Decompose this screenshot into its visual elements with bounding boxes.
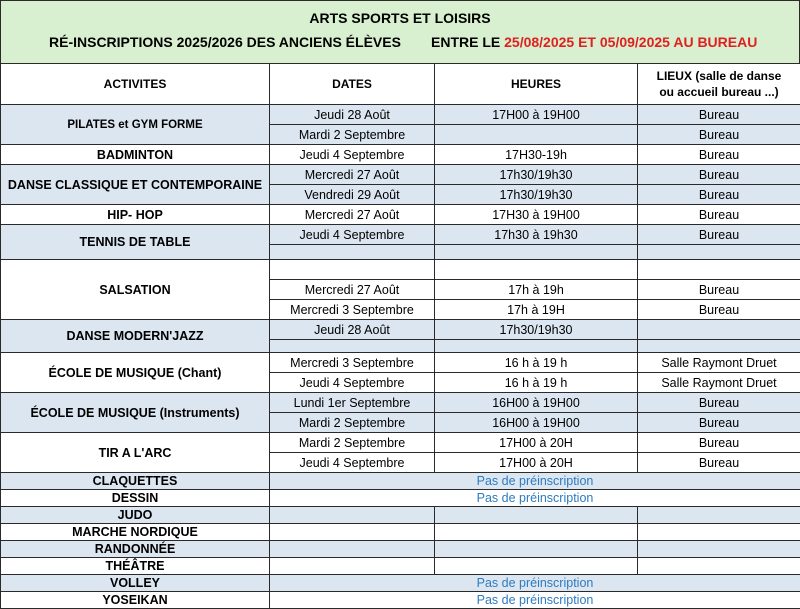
place-cell: Bureau [638,453,800,473]
activity-theatre: THÉÂTRE [1,558,270,575]
date-cell: Mardi 2 Septembre [270,433,435,453]
place-cell [638,541,800,558]
date-cell: Vendredi 29 Août [270,185,435,205]
place-cell [638,260,800,280]
no-registration-note: Pas de préinscription [270,575,800,592]
place-cell: Bureau [638,280,800,300]
hours-cell: 17h à 19h [435,280,638,300]
date-cell: Mercredi 27 Août [270,280,435,300]
table-row [1,575,800,592]
activity-tennis: TENNIS DE TABLE [1,225,270,260]
date-cell [270,245,435,260]
date-cell [270,541,435,558]
hours-cell: 17h30/19h30 [435,165,638,185]
activity-musique-instruments: ÉCOLE DE MUSIQUE (Instruments) [1,393,270,433]
date-cell: Mardi 2 Septembre [270,125,435,145]
hours-cell: 16 h à 19 h [435,353,638,373]
place-cell: Salle Raymont Druet [638,373,800,393]
table-row [1,205,800,225]
col-header-heures: HEURES [435,64,638,105]
activity-danse-classique: DANSE CLASSIQUE ET CONTEMPORAINE [1,165,270,205]
hours-cell [435,340,638,353]
place-cell: Bureau [638,125,800,145]
hours-cell: 17H30 à 19H00 [435,205,638,225]
date-cell [270,558,435,575]
date-joiner: ET [578,34,596,50]
activity-marche-nordique: MARCHE NORDIQUE [1,524,270,541]
hours-cell: 16 h à 19 h [435,373,638,393]
col-header-lieux [638,64,800,105]
date-cell: Jeudi 4 Septembre [270,145,435,165]
table-row [1,393,800,413]
table-row [1,105,800,125]
date-start: 25/08/2025 [504,34,574,50]
place-cell: Bureau [638,300,800,320]
hours-cell [435,245,638,260]
date-cell: Mercredi 3 Septembre [270,353,435,373]
hours-cell: 17h30 à 19h30 [435,225,638,245]
table-row [1,507,800,524]
place-cell: Bureau [638,413,800,433]
table-row [1,524,800,541]
date-cell: Mercredi 27 Août [270,165,435,185]
hours-cell [435,541,638,558]
date-end: 05/09/2025 [600,34,670,50]
activity-randonnee: RANDONNÉE [1,541,270,558]
table-row [1,592,800,609]
hours-cell [435,507,638,524]
date-cell: Jeudi 28 Août [270,320,435,340]
hours-cell [435,524,638,541]
range-suffix: AU BUREAU [673,34,757,50]
hours-cell: 17h30/19h30 [435,185,638,205]
subtitle: RÉ-INSCRIPTIONS 2025/2026 DES ANCIENS ÉLÈVES [49,34,401,50]
date-cell: Mercredi 3 Septembre [270,300,435,320]
table-row [1,165,800,185]
table-row [1,490,800,507]
no-registration-note: Pas de préinscription [270,473,800,490]
place-cell [638,320,800,340]
hours-cell: 16H00 à 19H00 [435,413,638,433]
hours-cell: 17H00 à 19H00 [435,105,638,125]
place-cell: Bureau [638,225,800,245]
table-header-row [1,64,800,105]
date-cell: Jeudi 4 Septembre [270,373,435,393]
place-cell: Bureau [638,433,800,453]
hours-cell: 17h30/19h30 [435,320,638,340]
place-cell: Bureau [638,393,800,413]
date-cell: Jeudi 4 Septembre [270,225,435,245]
table-row [1,473,800,490]
place-cell [638,524,800,541]
activity-pilates: PILATES et GYM FORME [1,105,270,145]
date-cell: Jeudi 4 Septembre [270,453,435,473]
activity-badminton: BADMINTON [1,145,270,165]
table-row [1,541,800,558]
date-cell: Jeudi 28 Août [270,105,435,125]
activity-hip-hop: HIP- HOP [1,205,270,225]
activity-modern-jazz: DANSE MODERN'JAZZ [1,320,270,353]
schedule-table [0,63,800,609]
place-cell [638,558,800,575]
place-cell: Bureau [638,145,800,165]
place-cell: Bureau [638,165,800,185]
place-cell: Bureau [638,105,800,125]
activity-judo: JUDO [1,507,270,524]
date-cell: Mercredi 27 Août [270,205,435,225]
hours-cell: 17H00 à 20H [435,453,638,473]
place-cell [638,507,800,524]
table-row [1,320,800,340]
activity-claquettes: CLAQUETTES [1,473,270,490]
place-cell: Bureau [638,185,800,205]
activity-tir-arc: TIR A L'ARC [1,433,270,473]
lieux-line-1: LIEUX (salle de danse [657,69,782,83]
hours-cell: 17H30-19h [435,145,638,165]
range-prefix: ENTRE LE [431,34,500,50]
date-cell [270,340,435,353]
date-cell [270,507,435,524]
place-cell: Bureau [638,205,800,225]
hours-cell: 17H00 à 20H [435,433,638,453]
lieux-line-2: ou accueil bureau ...) [659,85,778,99]
hours-cell [435,260,638,280]
table-row [1,260,800,280]
no-registration-note: Pas de préinscription [270,592,800,609]
title-banner [0,0,800,64]
place-cell [638,245,800,260]
table-row [1,145,800,165]
place-cell: Salle Raymont Druet [638,353,800,373]
place-cell [638,340,800,353]
activity-volley: VOLLEY [1,575,270,592]
hours-cell [435,558,638,575]
hours-cell: 17h à 19H [435,300,638,320]
activity-musique-chant: ÉCOLE DE MUSIQUE (Chant) [1,353,270,393]
table-row [1,433,800,453]
date-cell: Lundi 1er Septembre [270,393,435,413]
col-header-activites: ACTIVITES [1,64,270,105]
table-row [1,353,800,373]
date-cell: Mardi 2 Septembre [270,413,435,433]
col-header-dates: DATES [270,64,435,105]
table-row [1,558,800,575]
date-cell [270,524,435,541]
activity-dessin: DESSIN [1,490,270,507]
page-title: ARTS SPORTS ET LOISIRS [1,10,799,26]
hours-cell [435,125,638,145]
activity-salsation: SALSATION [1,260,270,320]
date-cell [270,260,435,280]
activity-yoseikan: YOSEIKAN [1,592,270,609]
table-row [1,225,800,245]
hours-cell: 16H00 à 19H00 [435,393,638,413]
no-registration-note: Pas de préinscription [270,490,800,507]
date-range [431,34,757,50]
